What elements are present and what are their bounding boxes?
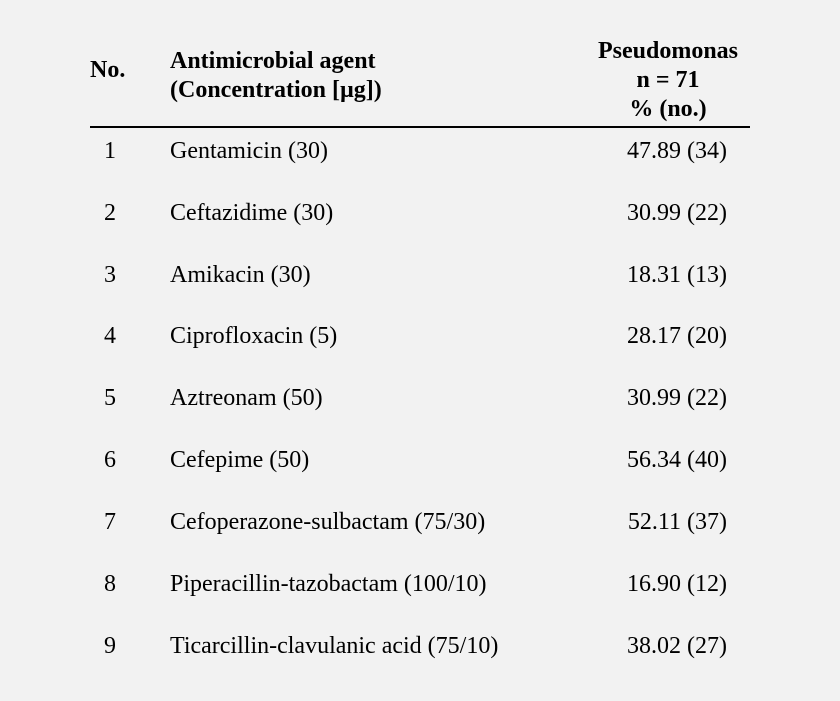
row-number: 3 — [104, 262, 116, 288]
row-number: 8 — [104, 571, 116, 597]
row-agent: Aztreonam (50) — [170, 385, 323, 411]
row-agent: Cefepime (50) — [170, 447, 310, 473]
header-agent — [170, 47, 382, 105]
header-rule — [90, 126, 750, 128]
row-value: 47.89 (34) — [627, 138, 727, 164]
table-row — [0, 445, 840, 475]
header-agent-line2: (Concentration [µg]) — [170, 77, 382, 103]
row-number: 2 — [104, 200, 116, 226]
header-pseudomonas-line1: Pseudomonas — [597, 38, 739, 64]
table-row — [0, 569, 840, 599]
header-pseudomonas — [560, 37, 776, 124]
row-agent: Ceftazidime (30) — [170, 200, 334, 226]
row-value: 30.99 (22) — [627, 200, 727, 226]
row-agent: Ticarcillin-clavulanic acid (75/10) — [170, 633, 499, 659]
row-agent: Ciprofloxacin (5) — [170, 323, 338, 349]
header-pseudomonas-line2: n = 71 — [636, 67, 700, 93]
row-agent: Gentamicin (30) — [170, 138, 328, 164]
row-value: 52.11 (37) — [627, 509, 727, 535]
row-number: 1 — [104, 138, 116, 164]
row-number: 5 — [104, 385, 116, 411]
row-value: 18.31 (13) — [627, 262, 727, 288]
row-value: 28.17 (20) — [627, 323, 727, 349]
row-value: 56.34 (40) — [627, 447, 727, 473]
header-no: No. — [90, 57, 126, 83]
row-value: 16.90 (12) — [627, 571, 727, 597]
row-number: 6 — [104, 447, 116, 473]
row-value: 38.02 (27) — [627, 633, 727, 659]
row-number: 9 — [104, 633, 116, 659]
table-row — [0, 136, 840, 166]
header-pseudomonas-line3: % (no.) — [629, 96, 707, 122]
row-agent: Cefoperazone-sulbactam (75/30) — [170, 509, 486, 535]
row-value: 30.99 (22) — [627, 385, 727, 411]
row-agent: Piperacillin-tazobactam (100/10) — [170, 571, 487, 597]
row-number: 7 — [104, 509, 116, 535]
table-row — [0, 631, 840, 661]
row-agent: Amikacin (30) — [170, 262, 311, 288]
table-row — [0, 260, 840, 290]
table-row — [0, 198, 840, 228]
table-row — [0, 507, 840, 537]
row-number: 4 — [104, 323, 116, 349]
table-row — [0, 321, 840, 351]
table-row — [0, 383, 840, 413]
header-agent-line1: Antimicrobial agent — [170, 48, 376, 74]
